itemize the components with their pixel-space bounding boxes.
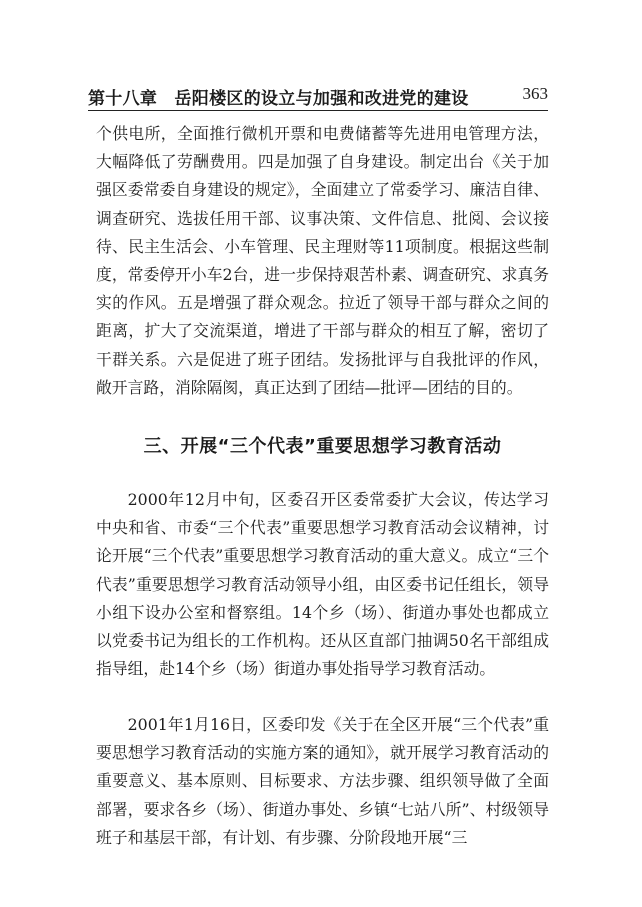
header-rule [88,110,548,111]
body-paragraph: 个供电所，全面推行微机开票和电费储蓄等先进用电管理方法，大幅降低了劳酬费用。四是加强了自身建设。制定出台《关于加强区委常委自身建设的规定》，全面建立了常委学习、廉洁自律、调查研究、选拔任用干部、议事决策、文件信息、批阅、会议接待、民主生活会、小车管理、民主理财等11项制度。根据这些制度，常委停开小车2台，进一步保持艰苦朴素、调查研究、求真务实的作风。五是增强了群众观念。拉近了领导干部与群众之间的距离，扩大了交流渠道，增进了干部与群众的相互了解，密切了干群关系。六是促进了班子团结。发扬批评与自我批评的作风，敞开言路，消除隔阂，真正达到了团结—批评—团结的目的。 [96,124,549,397]
running-header [88,84,548,110]
body-paragraph: 2000年12月中旬，区委召开区委常委扩大会议，传达学习中央和省、市委“三个代表”重要思想学习教育活动会议精神，讨论开展“三个代表”重要思想学习教育活动的重大意义。成立“三个代表”重要思想学习教育活动领导小组，由区委书记任组长，领导小组下设办公室和督察组。14个乡（场）、街道办事处也都成立以党委书记为组长的工作机构。还从区直部门抽调50名干部组成指导组，赴14个乡（场）街道办事处指导学习教育活动。 [96,490,549,679]
section-heading: 三、开展“三个代表”重要思想学习教育活动 [143,436,502,457]
page-number: 363 [522,84,548,103]
body-paragraph: 2001年1月16日，区委印发《关于在全区开展“三个代表”重要思想学习教育活动的实施方案的通知》，就开展学习教育活动的重要意义、基本原则、目标要求、方法步骤、组织领导做了全面部署，要求各乡（场）、街道办事处、乡镇“七站八所”、村级领导班子和基层干部，有计划、有步骤、分阶段地开展“三 [96,715,549,847]
chapter-title: 第十八章 岳阳楼区的设立与加强和改进党的建设 [88,89,469,109]
